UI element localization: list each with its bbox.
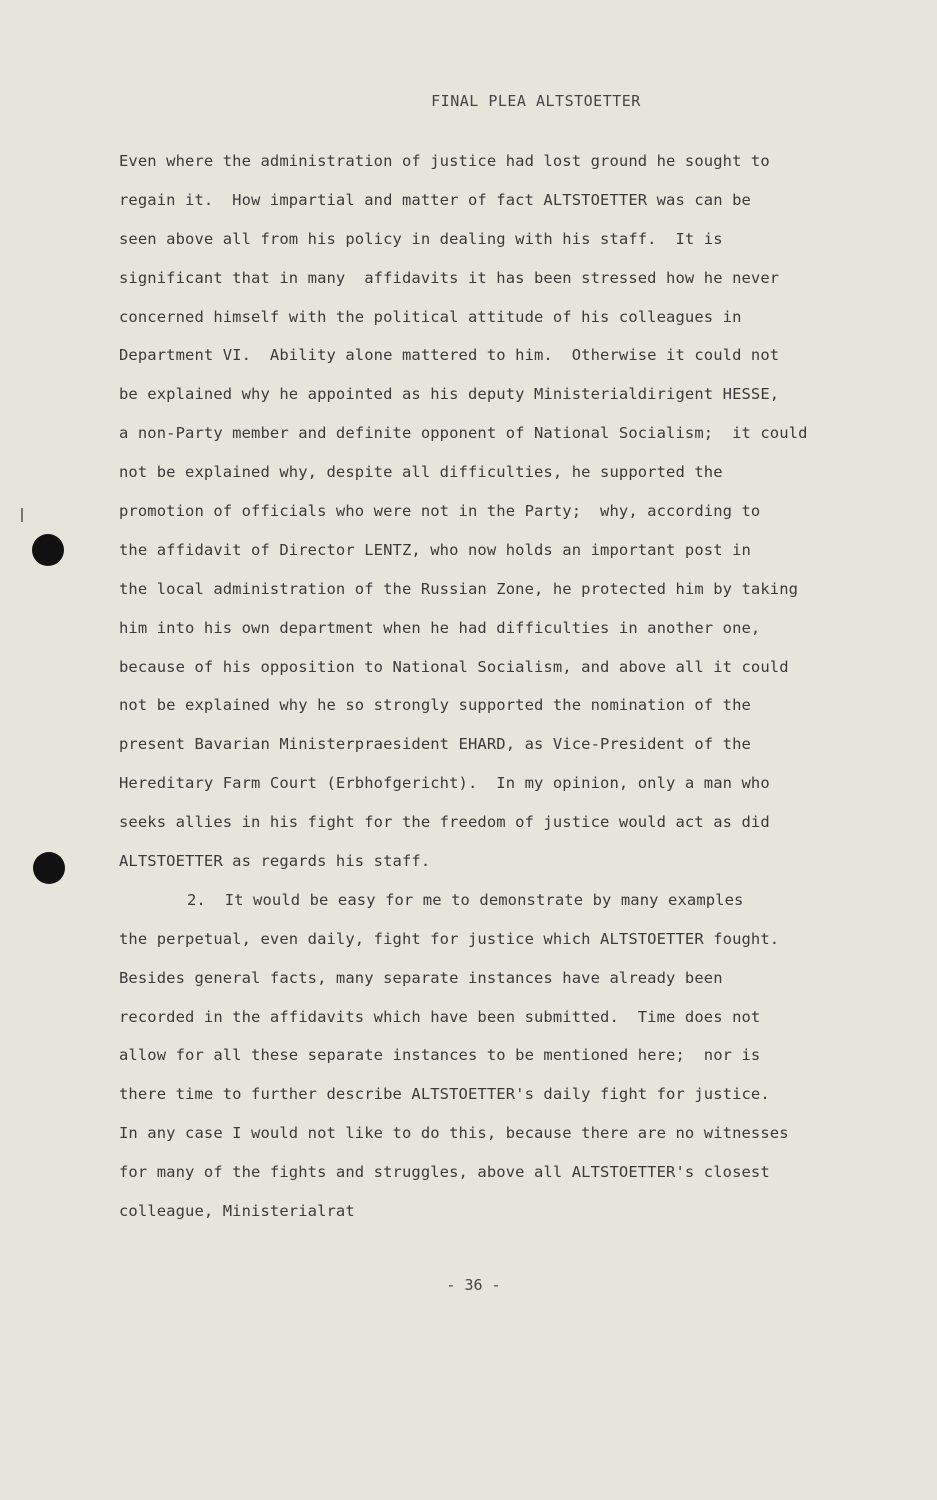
text-line: a non-Party member and definite opponent of National Socialism; it could	[119, 424, 808, 443]
text-line: the local administration of the Russian Zone, he protected him by taking	[119, 579, 799, 598]
text-line: Department VI. Ability alone mattered to him. Otherwise it could not	[119, 346, 780, 365]
text-line: significant that in many affidavits it has been stressed how he never	[119, 268, 780, 287]
text-line: seeks allies in his fight for the freedom of justice would act as did	[119, 813, 770, 832]
text-line: recorded in the affidavits which have been submitted. Time does not	[119, 1007, 761, 1026]
text-line: seen above all from his policy in dealing with his staff. It is	[119, 229, 723, 248]
text-line: there time to further describe ALTSTOETTER's daily fight for justice.	[119, 1085, 770, 1104]
text-line: the perpetual, even daily, fight for justice which ALTSTOETTER fought.	[119, 929, 780, 948]
text-line: present Bavarian Ministerpraesident EHARD, as Vice-President of the	[119, 735, 751, 754]
body-text	[119, 147, 859, 1236]
text-line: regain it. How impartial and matter of fact ALTSTOETTER was can be	[119, 190, 751, 209]
text-line: ALTSTOETTER as regards his staff.	[119, 852, 431, 871]
text-line: allow for all these separate instances to be mentioned here; nor is	[119, 1046, 761, 1065]
page-heading: FINAL PLEA ALTSTOETTER	[431, 92, 641, 110]
text-line: be explained why he appointed as his deputy Ministerialdirigent HESSE,	[119, 385, 780, 404]
text-line: Hereditary Farm Court (Erbhofgericht). In my opinion, only a man who	[119, 774, 770, 793]
text-line: not be explained why, despite all difficulties, he supported the	[119, 463, 723, 482]
text-line: him into his own department when he had difficulties in another one,	[119, 618, 761, 637]
margin-mark	[21, 508, 23, 522]
text-line: Besides general facts, many separate instances have already been	[119, 968, 723, 987]
text-line: In any case I would not like to do this, because there are no witnesses	[119, 1124, 789, 1143]
text-line: promotion of officials who were not in the Party; why, according to	[119, 502, 761, 521]
text-line: the affidavit of Director LENTZ, who now holds an important post in	[119, 540, 751, 559]
text-line: colleague, Ministerialrat	[119, 1202, 355, 1221]
text-line: because of his opposition to National Socialism, and above all it could	[119, 657, 789, 676]
text-line: concerned himself with the political attitude of his colleagues in	[119, 307, 742, 326]
page-number: - 36 -	[446, 1276, 501, 1294]
punch-hole	[33, 852, 65, 884]
text-line: not be explained why he so strongly supported the nomination of the	[119, 696, 751, 715]
text-line: for many of the fights and struggles, above all ALTSTOETTER's closest	[119, 1163, 770, 1182]
paragraph-start-line: 2. It would be easy for me to demonstrate by many examples	[187, 890, 744, 909]
punch-hole	[32, 534, 64, 566]
text-line: Even where the administration of justice had lost ground he sought to	[119, 152, 770, 170]
